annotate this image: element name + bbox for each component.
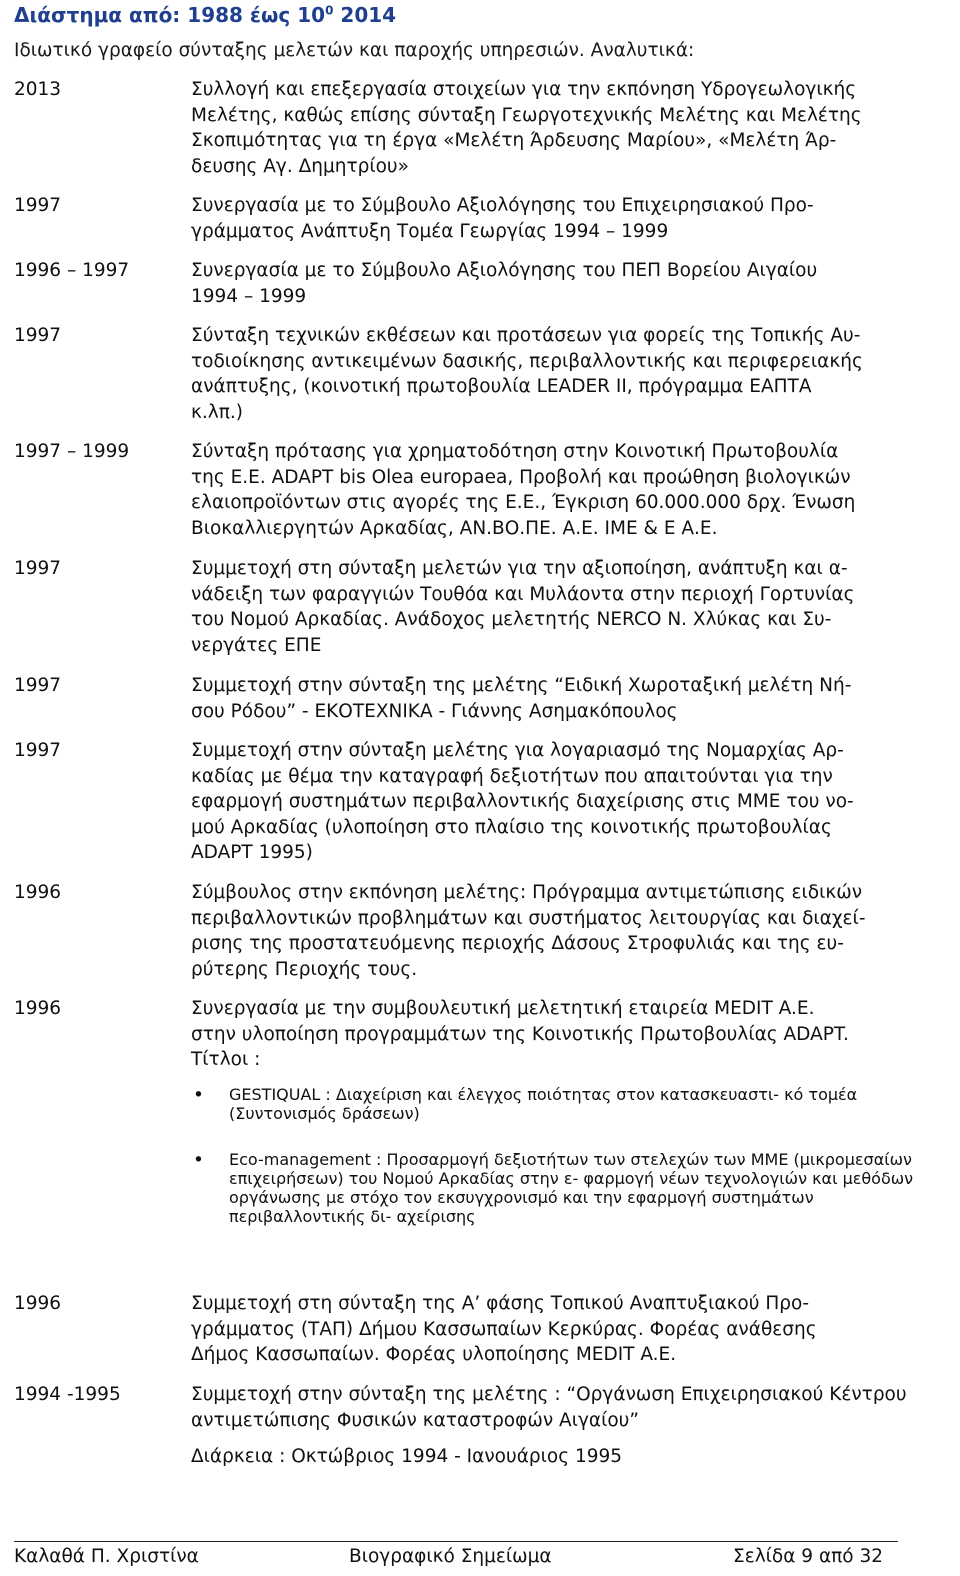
entry-year: 1996	[14, 998, 62, 1019]
description-line: Συμμετοχή στην σύνταξη της μελέτης “Ειδική Χωροταξική μελέτη Νή-	[191, 675, 852, 696]
section-heading	[14, 2, 396, 28]
description-line: σου Ρόδου” - ΕΚΟΤΕΧΝΙΚΑ - Γιάννης Ασημακόπουλος	[191, 700, 678, 722]
entry-description	[191, 439, 951, 541]
description-line: γράμματος (ΤΑΠ) Δήμου Κασσωπαίων Κερκύρας. Φορέας ανάθεσης	[191, 1318, 817, 1340]
entry-year: 1997	[14, 558, 62, 579]
description-line: Συνεργασία με το Σύμβουλο Αξιολόγησης του ΠΕΠ Βορείου Αιγαίου	[191, 260, 818, 281]
duration-text	[191, 1444, 951, 1470]
entry-year: 1996	[14, 882, 62, 903]
bullet-text	[229, 1150, 951, 1226]
bullet-line: GESTIQUAL : Διαχείριση και έλεγχος ποιότητας στον κατασκευαστι-	[229, 1085, 780, 1104]
entry-year: 2013	[14, 79, 62, 100]
description-line: ρύτερης Περιοχής τους.	[191, 958, 418, 980]
description-line: Σκοπιμότητας για τη έργα «Μελέτη Άρδευσης Μαρίου», «Μελέτη Άρ-	[191, 130, 837, 152]
description-line: ADAPT 1995)	[191, 842, 313, 864]
entry-year: 1994 -1995	[14, 1384, 121, 1405]
bullet-line: εκσυγχρονισμό και την εφαρμογή συστημάτων περιβαλλοντικής δι-	[229, 1188, 814, 1226]
bullet-line: Eco-management : Προσαρμογή δεξιοτήτων των στελεχών των	[229, 1150, 746, 1169]
description-line: Δήμος Κασσωπαίων. Φορέας υλοποίησης MEDIT A.E.	[191, 1344, 677, 1366]
description-line: Συμμετοχή στη σύνταξη της Α’ φάσης Τοπικού Αναπτυξιακού Προ-	[191, 1293, 809, 1314]
bullet-dot-icon: •	[193, 1150, 204, 1171]
footer-author: Καλαθά Π. Χριστίνα	[14, 1546, 199, 1567]
description-line: Συμμετοχή στην σύνταξη μελέτης για λογαριασμό της Νομαρχίας Αρ-	[191, 740, 844, 761]
bullet-dot-icon: •	[193, 1085, 204, 1106]
entry-description	[191, 673, 951, 724]
entry-year: 1997	[14, 195, 62, 216]
entry-description	[191, 880, 951, 982]
entry-year: 1996 – 1997	[14, 260, 130, 281]
footer-page-number: Σελίδα 9 από 32	[733, 1546, 884, 1567]
description-line: δευσης Αγ. Δημητρίου»	[191, 155, 409, 177]
description-line: Συνεργασία με την συμβουλευτική μελετητική εταιρεία MEDIT A.E.	[191, 998, 815, 1019]
description-line: Συμμετοχή στην σύνταξη της μελέτης : “Οργάνωση Επιχειρησιακού Κέντρου	[191, 1384, 907, 1405]
description-line: Σύνταξη τεχνικών εκθέσεων και προτάσεων για φορείς της Τοπικής Αυ-	[191, 325, 861, 346]
entry-description	[191, 1291, 951, 1368]
entry-year: 1997	[14, 675, 62, 696]
footer-document-title: Βιογραφικό Σημείωμα	[349, 1546, 552, 1567]
description-line: ανάπτυξης, (κοινοτική πρωτοβουλία LEADER II, πρόγραμμα ΕΑΠΤΑ	[191, 376, 812, 398]
description-line: μού Αρκαδίας (υλοποίηση στο πλαίσιο της κοινοτικής πρωτοβουλίας	[191, 816, 832, 838]
intro-text: Ιδιωτικό γραφείο σύνταξης μελετών και παροχής υπηρεσιών. Αναλυτικά:	[14, 40, 695, 61]
entry-description	[191, 258, 951, 309]
bullet-line: ΜΜΕ (μικρομεσαίων επιχειρήσεων) του Νομού Αρκαδίας στην ε-	[229, 1150, 912, 1188]
description-line: ρισης της προστατευόμενης περιοχής Δάσους Στροφυλιάς και της ευ-	[191, 933, 844, 955]
description-line: Τίτλοι :	[191, 1049, 261, 1071]
description-line: ελαιοπροϊόντων στις αγορές της Ε.Ε., Έγκριση 60.000.000 δρχ. Ένωση	[191, 492, 856, 514]
description-line: εφαρμογή συστημάτων περιβαλλοντικής διαχείρισης στις ΜΜΕ του νο-	[191, 791, 854, 813]
bullet-text	[229, 1085, 951, 1123]
entry-description	[191, 738, 951, 866]
heading-text: Διάστημα από: 1988 έως 10	[14, 3, 326, 27]
heading-year: 2014	[333, 3, 397, 27]
description-line: στην υλοποίηση προγραμμάτων της Κοινοτικής Πρωτοβουλίας ADAPT.	[191, 1023, 849, 1045]
entry-description	[191, 996, 951, 1073]
description-line: κ.λπ.)	[191, 401, 243, 423]
description-line: Μελέτης, καθώς επίσης σύνταξη Γεωργοτεχνικής Μελέτης και Μελέτης	[191, 104, 862, 126]
entry-description	[191, 77, 951, 179]
entry-description	[191, 556, 951, 658]
duration-line: Διάρκεια : Οκτώβριος 1994 - Ιανουάριος 1995	[191, 1446, 623, 1467]
description-line: Συνεργασία με το Σύμβουλο Αξιολόγησης του Επιχειρησιακού Προ-	[191, 195, 814, 216]
description-line: της Ε.Ε. ADAPT bis Olea europaea, Προβολή και προώθηση βιολογικών	[191, 466, 851, 488]
description-line: περιβαλλοντικών προβλημάτων και συστήματος λειτουργίας και διαχεί-	[191, 907, 866, 929]
entry-description	[191, 323, 951, 425]
entry-description	[191, 1382, 951, 1433]
description-line: νεργάτες ΕΠΕ	[191, 634, 322, 656]
description-line: Σύμβουλος στην εκπόνηση μελέτης: Πρόγραμμα αντιμετώπισης ειδικών	[191, 882, 863, 903]
entry-description	[191, 193, 951, 244]
entry-year: 1997 – 1999	[14, 441, 130, 462]
bullet-line: αχείρισης	[396, 1207, 476, 1226]
description-line: γράμματος Ανάπτυξη Τομέα Γεωργίας 1994 – 1999	[191, 220, 669, 242]
entry-year: 1996	[14, 1293, 62, 1314]
description-line: τοδιοίκησης αντικειμένων δασικής, περιβαλλοντικής και περιφερειακής	[191, 350, 863, 372]
description-line: Συλλογή και επεξεργασία στοιχείων για την εκπόνηση Υδρογεωλογικής	[191, 79, 857, 100]
entry-year: 1997	[14, 325, 62, 346]
bullet-line: κό τομέα (Συντονισμός δράσεων)	[229, 1085, 858, 1123]
heading-superscript: 0	[325, 3, 334, 18]
description-line: νάδειξη των φαραγγιών Τουθόα και Μυλάοντα στην περιοχή Γορτυνίας	[191, 583, 855, 605]
description-line: Συμμετοχή στη σύνταξη μελετών για την αξιοποίηση, ανάπτυξη και α-	[191, 558, 848, 579]
description-line: Βιοκαλλιεργητών Αρκαδίας, ΑΝ.ΒΟ.ΠΕ. Α.Ε. ΙΜΕ & Ε Α.Ε.	[191, 517, 718, 539]
footer-divider	[14, 1541, 898, 1542]
description-line: του Νομού Αρκαδίας. Ανάδοχος μελετητής NERCO N. Χλύκας και Συ-	[191, 609, 832, 631]
description-line: καδίας με θέμα την καταγραφή δεξιοτήτων που απαιτούνται για την	[191, 765, 833, 787]
description-line: αντιμετώπισης Φυσικών καταστροφών Αιγαίου”	[191, 1409, 639, 1431]
description-line: Σύνταξη πρότασης για χρηματοδότηση στην Κοινοτική Πρωτοβουλία	[191, 441, 839, 462]
description-line: 1994 – 1999	[191, 285, 307, 307]
entry-year: 1997	[14, 740, 62, 761]
bullet-line: φαρμογή νέων τεχνολογιών και μεθόδων οργάνωσης με στόχο τον	[229, 1169, 914, 1207]
